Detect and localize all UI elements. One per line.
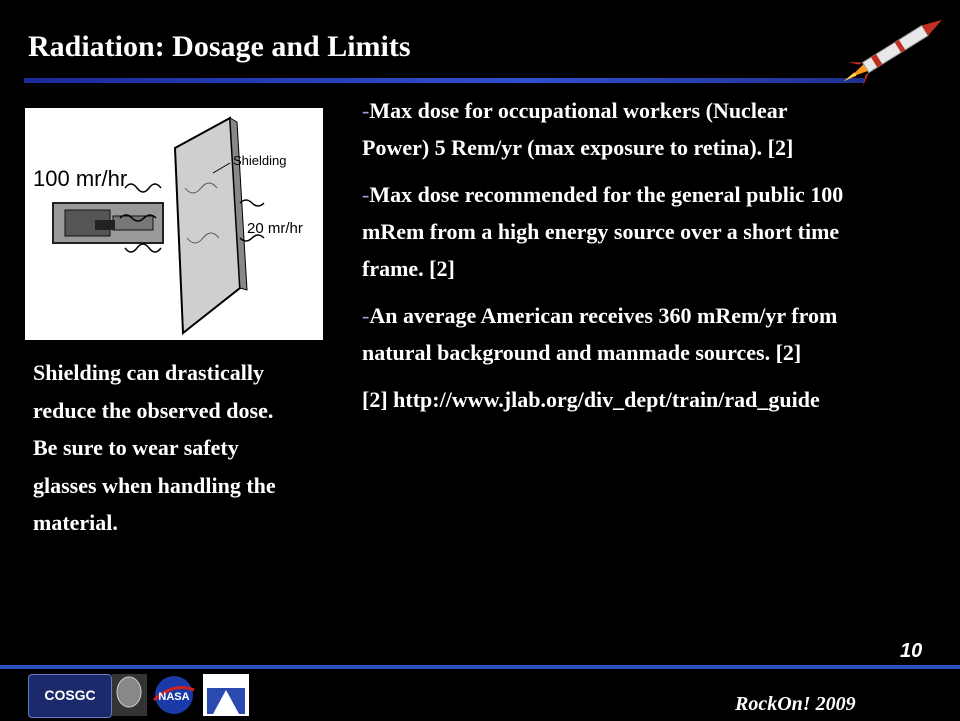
page-number: 10 xyxy=(900,640,923,662)
nasa-meatball-icon xyxy=(150,674,198,716)
vsgc-emblem xyxy=(203,674,249,716)
result-dose-label: 20 mr/hr xyxy=(247,220,303,237)
bullet-public xyxy=(362,176,857,287)
bullet-text: Max dose for occupational workers (Nuclear Power) 5 Rem/yr (max exposure to retina). [2] xyxy=(362,98,794,160)
title-underline xyxy=(24,78,864,83)
bullet-text: An average American receives 360 mRem/yr from natural background and manmade sources. [2] xyxy=(362,303,838,365)
shielding-note: Shielding can drastically reduce the observed dose. Be sure to wear safety glasses when handling the material. xyxy=(33,360,276,535)
bullet-dash: - xyxy=(362,303,370,328)
shielding-diagram xyxy=(25,108,323,340)
footer-divider xyxy=(0,665,960,669)
nasa-small-logo xyxy=(112,674,147,716)
nasa-logo-text: NASA xyxy=(158,691,190,703)
cosgc-logo-text: COSGC xyxy=(44,687,96,703)
source-dose-label: 100 mr/hr xyxy=(33,166,128,191)
footer-rockon-text: RockOn! 2009 xyxy=(735,693,856,715)
reference-link[interactable]: [2] http://www.jlab.org/div_dept/train/rad_guide xyxy=(362,387,820,412)
shielding-label: Shielding xyxy=(233,153,287,168)
nasa-logo xyxy=(150,674,198,716)
bullet-dash: - xyxy=(362,98,370,123)
cosgc-logo xyxy=(28,674,112,718)
vsgc-logo xyxy=(203,674,249,716)
rocket-icon xyxy=(840,8,955,88)
bullet-text: Max dose recommended for the general public 100 mRem from a high energy source over a short time frame. [2] xyxy=(362,182,844,281)
bullet-occupational xyxy=(362,92,857,166)
slide-title: Radiation: Dosage and Limits xyxy=(28,30,411,63)
bullet-average xyxy=(362,297,857,371)
bullet-dash: - xyxy=(362,182,370,207)
nasa-small-emblem xyxy=(112,674,147,716)
dose-limits-list xyxy=(362,92,857,428)
